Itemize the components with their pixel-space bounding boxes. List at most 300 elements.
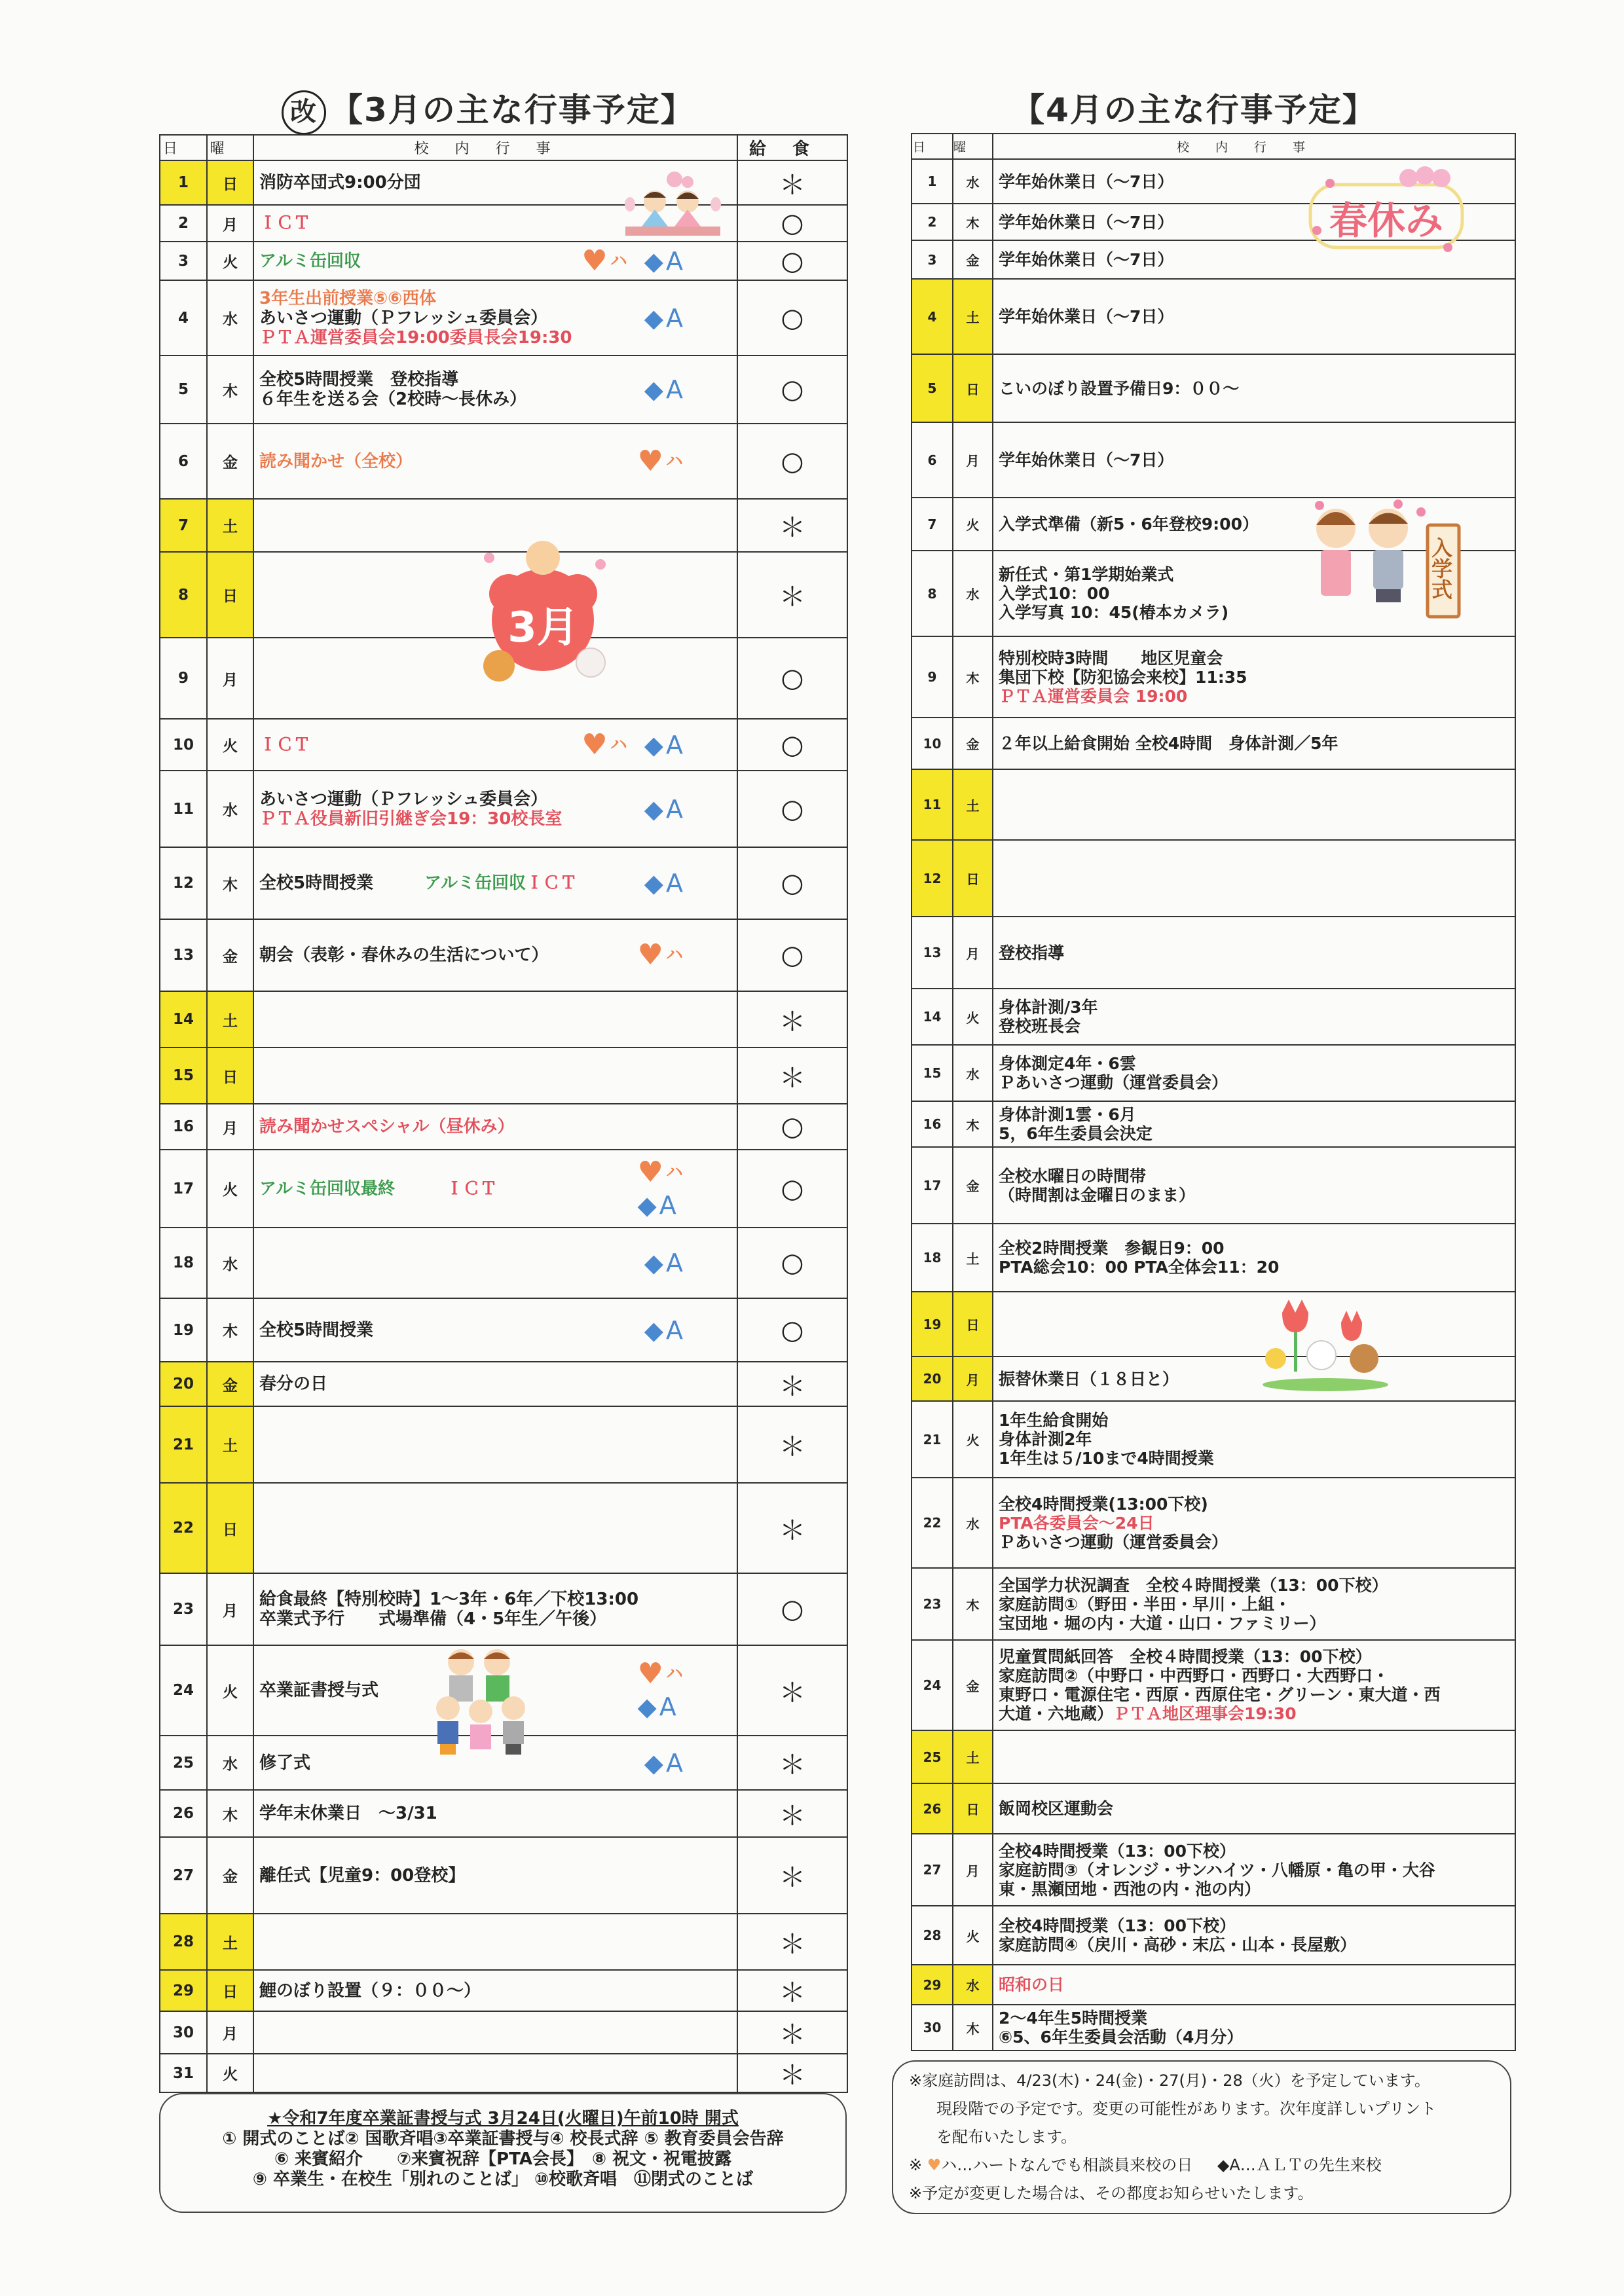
day-row [912, 1568, 1515, 1640]
day-number: 30 [912, 2005, 953, 2050]
day-number: 11 [160, 771, 207, 847]
weekday: 水 [953, 551, 993, 636]
weekday: 日 [953, 1292, 993, 1357]
event-text: 家庭訪問④（戻川・高砂・末広・山本・長屋敷） [999, 1935, 1357, 1954]
day-row [160, 242, 847, 280]
header-day: 日 [160, 135, 207, 160]
events-cell [993, 1478, 1515, 1568]
day-row [912, 917, 1515, 989]
event-line [259, 1117, 737, 1137]
event-line [999, 1916, 1515, 1935]
day-number: 15 [160, 1048, 207, 1104]
spring-break-illustration [1304, 165, 1469, 254]
day-number: 11 [912, 769, 953, 840]
event-line [999, 1880, 1515, 1899]
lunch-status: ＊ [737, 552, 847, 638]
events-cell [253, 847, 737, 919]
day-number: 31 [160, 2054, 207, 2092]
weekday: 火 [953, 1906, 993, 1965]
lunch-status: ＊ [737, 991, 847, 1048]
events-cell [253, 919, 737, 991]
event-text: ＩＣＴ [526, 873, 578, 893]
event-text: アルミ缶回収 [259, 251, 361, 271]
day-number: 13 [912, 917, 953, 989]
event-text: 全校5時間授業 登校指導 [259, 370, 459, 390]
events-cell [993, 917, 1515, 989]
day-number: 20 [160, 1362, 207, 1406]
event-line [999, 1054, 1515, 1073]
day-number: 2 [160, 205, 207, 242]
alt-teacher-mark [644, 376, 683, 403]
event-text: 家庭訪問③（オレンジ・サンハイツ・八幡原・亀の甲・大谷 [999, 1860, 1435, 1880]
day-number: 19 [160, 1298, 207, 1362]
alt-label: A [659, 1692, 676, 1721]
event-text: 読み聞かせスペシャル（昼休み） [259, 1117, 515, 1137]
lunch-status: ○ [737, 771, 847, 847]
event-line [999, 668, 1515, 687]
event-text: 1年生給食開始 [999, 1411, 1109, 1430]
weekday: 水 [207, 1736, 253, 1790]
events-cell [253, 1406, 737, 1483]
day-number: 13 [160, 919, 207, 991]
revised-mark: 改 [282, 90, 326, 135]
weekday: 木 [953, 1568, 993, 1640]
event-line [999, 1595, 1515, 1614]
weekday: 土 [207, 1914, 253, 1970]
day-number: 16 [912, 1101, 953, 1147]
visitor-marks [581, 242, 683, 280]
day-row [160, 1970, 847, 2011]
day-number: 4 [912, 279, 953, 354]
event-line [999, 1370, 1515, 1389]
weekday: 火 [207, 2054, 253, 2092]
event-text: （時間割は金曜日のまま） [999, 1185, 1196, 1205]
day-number: 2 [912, 204, 953, 240]
event-line [259, 1374, 737, 1394]
weekday: 金 [207, 919, 253, 991]
events-cell [253, 2011, 737, 2054]
event-line [999, 1514, 1515, 1533]
event-text: 全校5時間授業 [259, 873, 374, 893]
day-number: 21 [912, 1401, 953, 1478]
weekday: 土 [953, 279, 993, 354]
alt-label: A [666, 303, 683, 333]
entrance-sign-label: 入学式 [1428, 537, 1453, 600]
event-line [999, 1124, 1515, 1143]
visitor-marks [638, 920, 683, 991]
day-row [912, 1045, 1515, 1101]
events-cell [253, 1228, 737, 1298]
event-text: 昭和の日 [999, 1975, 1065, 1994]
alt-label: A [666, 246, 683, 276]
events-cell [993, 1292, 1515, 1357]
event-text: 給食最終【特別校時】1～3年・6年／下校13:00 [259, 1590, 639, 1609]
events-cell [993, 1783, 1515, 1834]
event-text: 児童質問紙回答 全校４時間授業（13：00下校） [999, 1647, 1372, 1666]
events-cell [993, 279, 1515, 354]
alt-teacher-mark [644, 1317, 683, 1343]
event-line [999, 2009, 1515, 2028]
day-row [912, 1965, 1515, 2005]
event-text: 1年生は５/10まで4時間授業 [999, 1449, 1214, 1468]
diamond-icon: ◆ [637, 1692, 657, 1721]
day-number: 23 [160, 1573, 207, 1645]
events-cell [993, 1730, 1515, 1783]
day-number: 5 [160, 355, 207, 424]
weekday: 日 [953, 354, 993, 422]
day-number: 9 [160, 638, 207, 719]
event-text: 消防卒団式9:00分団 [259, 173, 421, 192]
lunch-status: ○ [737, 847, 847, 919]
event-text: 身体計測/3年 [999, 998, 1098, 1017]
event-text: Ｐあいさつ運動（運営委員会） [999, 1073, 1228, 1092]
day-row [912, 1478, 1515, 1568]
diamond-icon: ◆ [644, 794, 663, 824]
event-text: 春分の日 [259, 1374, 328, 1394]
event-line [999, 1704, 1515, 1723]
event-text: 3年生出前授業⑤⑥西体 [259, 288, 437, 308]
heart-counselor-mark [581, 244, 627, 278]
day-number: 17 [912, 1147, 953, 1224]
weekday: 木 [207, 847, 253, 919]
day-row [912, 1357, 1515, 1401]
alt-label: A [659, 1190, 676, 1220]
heart-label: ハ [665, 1664, 683, 1684]
weekday: 日 [953, 840, 993, 917]
visitor-marks [644, 281, 683, 355]
day-number: 24 [160, 1645, 207, 1736]
ceremony-program-line: ① 開式のことば② 国歌斉唱③卒業証書授与④ 校長式辞 ⑤ 教育委員会告辞 [222, 2129, 784, 2149]
table-header [912, 134, 1515, 159]
lunch-status: ＊ [737, 1790, 847, 1837]
march-schedule-table [159, 134, 848, 2093]
weekday: 水 [953, 1045, 993, 1101]
heart-counselor-mark [637, 1657, 683, 1690]
event-line [999, 379, 1515, 398]
events-cell [253, 1483, 737, 1573]
ceremony-program-line: ⑥ 来賓紹介 ⑦来賓祝辞【PTA会長】 ⑧ 祝文・祝電披露 [274, 2149, 732, 2169]
day-number: 30 [160, 2011, 207, 2054]
day-row [160, 1790, 847, 1837]
day-row [160, 355, 847, 424]
weekday: 水 [953, 1965, 993, 2005]
lunch-status: ○ [737, 1150, 847, 1228]
header-events: 校内行事 [993, 134, 1515, 159]
event-text: 学年始休業日（～7日） [999, 307, 1174, 326]
event-line [999, 1685, 1515, 1704]
lunch-status: ＊ [737, 1483, 847, 1573]
day-number: 12 [160, 847, 207, 919]
day-number: 14 [160, 991, 207, 1048]
diamond-icon: ◆ [644, 246, 663, 276]
event-line [999, 1449, 1515, 1468]
event-text: 修了式 [259, 1753, 311, 1773]
day-row [160, 847, 847, 919]
day-number: 9 [912, 636, 953, 718]
alt-teacher-mark [638, 1192, 676, 1218]
weekday: 水 [953, 159, 993, 204]
day-row [160, 205, 847, 242]
event-text: ＰＴＡ運営委員会 19:00 [999, 686, 1188, 706]
heart-icon: ♥ [927, 2156, 942, 2174]
event-text: ＩＣＴ [259, 213, 311, 233]
events-cell [253, 424, 737, 499]
weekday: 火 [953, 989, 993, 1045]
day-row [160, 1104, 847, 1150]
visitor-marks [581, 720, 683, 770]
events-cell [993, 1101, 1515, 1147]
day-number: 22 [912, 1478, 953, 1568]
home-visit-note: を配布いたします。 [936, 2128, 1077, 2146]
graduation-children-illustration [428, 1646, 533, 1764]
events-cell [253, 771, 737, 847]
events-cell [253, 1298, 737, 1362]
heart-icon: ♥ [637, 1155, 663, 1189]
weekday: 月 [953, 1357, 993, 1401]
weekday: 月 [953, 917, 993, 989]
change-notice: ※予定が変更した場合は、その都度お知らせいたします。 [909, 2184, 1314, 2202]
day-number: 22 [160, 1483, 207, 1573]
weekday: 土 [207, 499, 253, 552]
events-cell [253, 1573, 737, 1645]
lunch-status: ＊ [737, 1970, 847, 2011]
event-text: ６年生を送る会（2校時～長休み） [259, 390, 527, 409]
day-number: 23 [912, 1568, 953, 1640]
event-text: 登校班長会 [999, 1017, 1081, 1036]
day-row [160, 1150, 847, 1228]
event-text: 東・黒瀬団地・西池の内・池の内） [999, 1879, 1261, 1899]
heart-icon: ♥ [581, 727, 608, 761]
event-text: PTA総会10：00 PTA全体会11：20 [999, 1258, 1280, 1277]
lunch-status: ○ [737, 638, 847, 719]
spring-break-label: 春休み [1329, 198, 1443, 243]
day-number: 16 [160, 1104, 207, 1150]
alt-teacher-mark [644, 796, 683, 822]
diamond-icon: ◆ [644, 1315, 663, 1345]
event-line [999, 1105, 1515, 1124]
day-row [160, 280, 847, 355]
events-cell [253, 1914, 737, 1970]
event-text: ＰＴＡ役員新旧引継ぎ会19：30校長室 [259, 809, 563, 829]
event-text: ２年以上給食開始 全校4時間 身体計測／5年 [999, 734, 1338, 753]
event-line [999, 1935, 1515, 1954]
events-cell [993, 718, 1515, 769]
event-line [999, 998, 1515, 1017]
event-text: 大道・六地蔵） [999, 1704, 1114, 1723]
weekday: 月 [207, 1573, 253, 1645]
event-line [999, 1666, 1515, 1685]
diamond-icon: ◆ [644, 1248, 663, 1277]
day-number: 12 [912, 840, 953, 917]
day-number: 27 [912, 1834, 953, 1906]
day-row [912, 636, 1515, 718]
event-line [999, 1614, 1515, 1633]
day-row [160, 1914, 847, 1970]
weekday: 木 [207, 1298, 253, 1362]
weekday: 日 [207, 1048, 253, 1104]
lunch-status: ○ [737, 205, 847, 242]
lunch-status: ＊ [737, 1645, 847, 1736]
day-number: 7 [912, 498, 953, 551]
heart-label: ハ [610, 251, 627, 271]
events-cell [253, 242, 737, 280]
diamond-icon: ◆ [644, 869, 663, 898]
lunch-status: ＊ [737, 1736, 847, 1790]
event-text: 5，6年生委員会決定 [999, 1124, 1153, 1143]
events-cell [993, 1906, 1515, 1965]
day-number: 28 [912, 1906, 953, 1965]
events-cell [253, 991, 737, 1048]
day-number: 3 [160, 242, 207, 280]
lunch-status: ＊ [737, 2054, 847, 2092]
day-number: 8 [160, 552, 207, 638]
lunch-status: ＊ [737, 1406, 847, 1483]
day-row [912, 1401, 1515, 1478]
event-text: ＰＴＡ地区理事会19:30 [1113, 1704, 1297, 1723]
day-number: 25 [912, 1730, 953, 1783]
event-text: 卒業式予行 式場準備（4・5年生／午後） [259, 1609, 607, 1629]
weekday: 日 [207, 1970, 253, 2011]
weekday: 木 [953, 1101, 993, 1147]
weekday: 火 [207, 242, 253, 280]
header-lunch: 給食 [737, 135, 847, 160]
header-weekday: 曜 [207, 135, 253, 160]
event-text: 集団下校【防犯協会来校】11:35 [999, 667, 1247, 687]
heart-icon: ♥ [581, 244, 608, 278]
legend-prefix: ※ [909, 2156, 923, 2174]
lunch-status: ＊ [737, 1837, 847, 1914]
day-row [160, 160, 847, 205]
event-line [999, 1975, 1515, 1994]
event-text: 全国学力状況調査 全校４時間授業（13：00下校） [999, 1575, 1388, 1595]
event-text: 身体測定4年・6雲 [999, 1054, 1136, 1073]
heart-label: ハ [665, 1162, 683, 1182]
day-number: 20 [912, 1357, 953, 1401]
weekday: 火 [953, 1401, 993, 1478]
visitor-marks [644, 1228, 683, 1298]
alt-label: A [666, 1748, 683, 1777]
events-cell [253, 280, 737, 355]
event-text: 離任式【児童9：00登校】 [259, 1865, 466, 1886]
day-row [160, 1837, 847, 1914]
heart-counselor-mark [581, 727, 627, 761]
event-line [999, 687, 1515, 706]
day-row [912, 422, 1515, 498]
event-text: 新任式・第1学期始業式 [999, 565, 1174, 584]
table-header [160, 135, 847, 160]
header-day: 日 [912, 134, 953, 159]
event-text: PTA各委員会～24日 [999, 1513, 1154, 1533]
day-number: 27 [160, 1837, 207, 1914]
day-row [912, 840, 1515, 917]
april-schedule-table [911, 133, 1516, 2051]
event-text: 特別校時3時間 地区児童会 [999, 648, 1223, 668]
event-text: 卒業証書授与式 [259, 1681, 379, 1700]
event-text: 登校指導 [999, 943, 1065, 962]
april-notes [892, 2060, 1511, 2214]
day-number: 15 [912, 1045, 953, 1101]
event-text: 身体計測2年 [999, 1430, 1092, 1449]
weekday: 土 [953, 1224, 993, 1292]
diamond-icon: ◆ [644, 1748, 663, 1777]
event-line [999, 1167, 1515, 1186]
day-number: 10 [160, 719, 207, 771]
visitor-marks [644, 848, 683, 919]
events-cell [993, 1568, 1515, 1640]
day-row [160, 424, 847, 499]
event-text: 全校4時間授業（13：00下校） [999, 1841, 1236, 1861]
header-weekday: 曜 [953, 134, 993, 159]
weekday: 土 [207, 1406, 253, 1483]
events-cell [993, 1045, 1515, 1101]
day-row [912, 1224, 1515, 1292]
lunch-status: ＊ [737, 1048, 847, 1104]
march-badge-label: 3月 [507, 604, 579, 652]
event-line [999, 1411, 1515, 1430]
events-cell [993, 1834, 1515, 1906]
events-cell [993, 1224, 1515, 1292]
day-row [160, 1573, 847, 1645]
day-number: 19 [912, 1292, 953, 1357]
day-number: 8 [912, 551, 953, 636]
weekday: 月 [207, 638, 253, 719]
weekday: 金 [207, 1837, 253, 1914]
day-row [160, 1048, 847, 1104]
day-number: 1 [160, 160, 207, 205]
event-line [999, 1073, 1515, 1092]
day-number: 18 [912, 1224, 953, 1292]
day-number: 5 [912, 354, 953, 422]
weekday: 木 [953, 2005, 993, 2050]
day-number: 24 [912, 1640, 953, 1730]
event-line [999, 1017, 1515, 1036]
heart-label: ハ [665, 945, 683, 965]
diamond-icon: ◆ [644, 730, 663, 759]
event-text: 学年始休業日（～7日） [999, 212, 1174, 232]
event-text: 全校5時間授業 [259, 1320, 374, 1340]
lunch-status: ○ [737, 424, 847, 499]
event-line [999, 1186, 1515, 1205]
weekday: 金 [953, 240, 993, 279]
weekday: 土 [953, 769, 993, 840]
weekday: 金 [953, 1640, 993, 1730]
weekday: 火 [953, 498, 993, 551]
weekday: 水 [207, 1228, 253, 1298]
weekday: 月 [207, 2011, 253, 2054]
legend-heart: ハ…ハートなんでも相談員来校の日 [941, 2156, 1193, 2174]
lunch-status: ○ [737, 719, 847, 771]
event-line [999, 1495, 1515, 1514]
event-text: 家庭訪問②（中野口・中西野口・西野口・大西野口・ [999, 1666, 1390, 1685]
lunch-status: ＊ [737, 2011, 847, 2054]
entrance-ceremony-illustration [1306, 499, 1470, 623]
ceremony-program-line: ⑨ 卒業生・在校生「別れのことば」 ⑩校歌斉唱 ⑪閉式のことば [252, 2170, 754, 2189]
day-row [160, 771, 847, 847]
day-row [160, 2054, 847, 2092]
day-row [912, 354, 1515, 422]
home-visit-note: 現段階での予定です。変更の可能性があります。次年度詳しいプリント [936, 2100, 1437, 2118]
day-number: 29 [912, 1965, 953, 2005]
hina-dolls-illustration [622, 172, 724, 237]
events-cell [253, 2054, 737, 2092]
alt-label: A [666, 869, 683, 898]
events-cell [253, 1970, 737, 2011]
header-events: 校内行事 [253, 135, 737, 160]
event-text: ＰＴＡ運営委員会19:00委員長会19:30 [259, 327, 572, 348]
event-text: 入学写真 10：45(椿本カメラ) [999, 603, 1229, 622]
weekday: 水 [207, 280, 253, 355]
event-text: 入学式10：00 [999, 584, 1110, 603]
